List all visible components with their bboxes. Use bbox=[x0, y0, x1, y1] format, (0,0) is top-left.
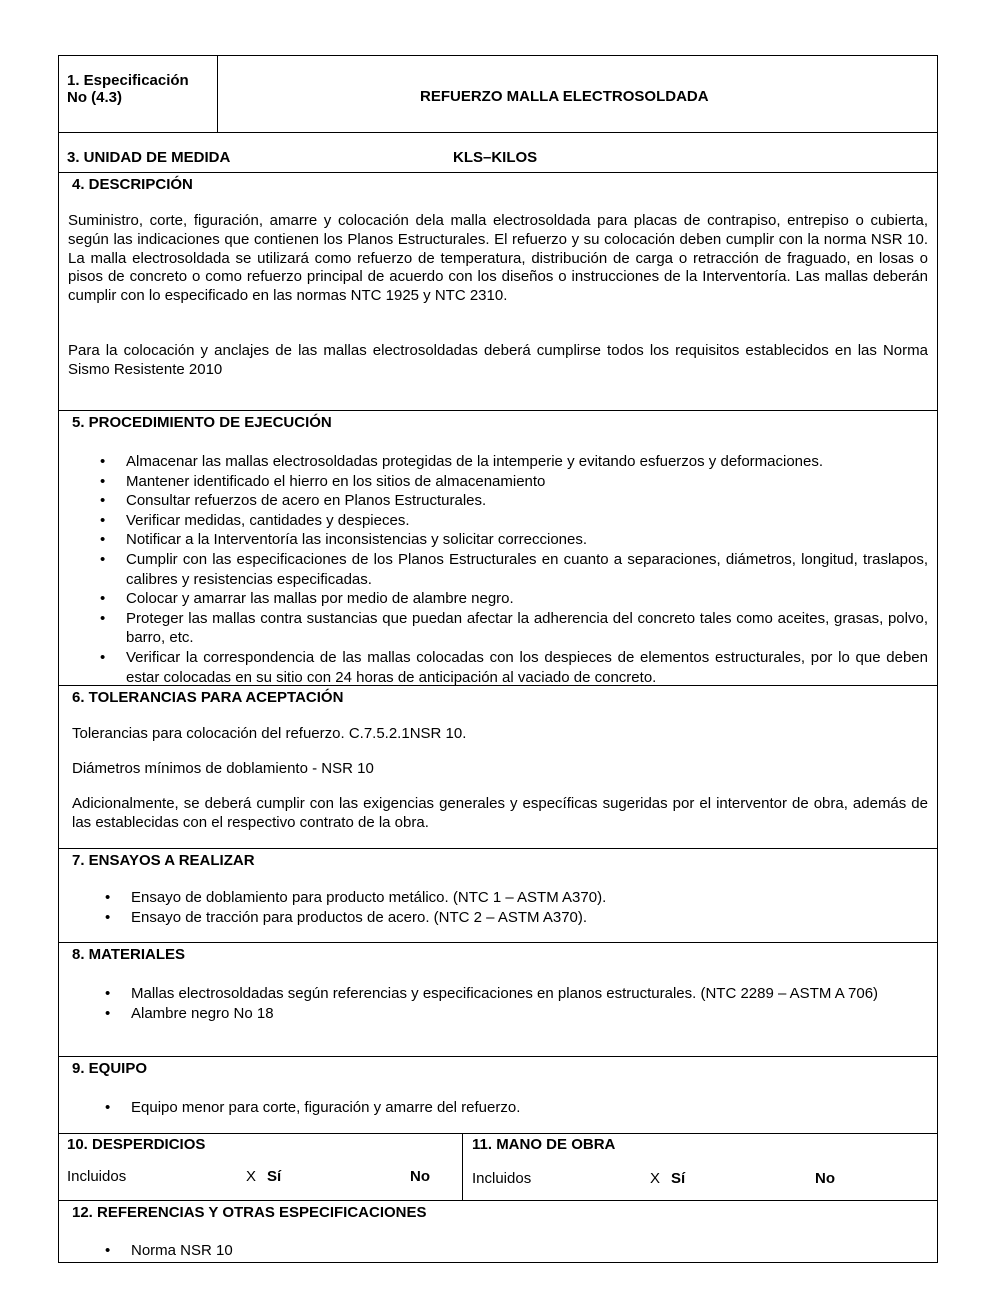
section-heading-tolerancias: 6. TOLERANCIAS PARA ACEPTACIÓN bbox=[72, 689, 344, 706]
spec-title: REFUERZO MALLA ELECTROSOLDADA bbox=[420, 88, 709, 105]
list-item: • Mantener identificado el hierro en los sitios de almacenamiento bbox=[126, 472, 928, 492]
tolerance-paragraph: Tolerancias para colocación del refuerzo. C.7.5.2.1NSR 10. bbox=[72, 725, 467, 742]
list-item: • Ensayo de tracción para productos de acero. (NTC 2 – ASTM A370). bbox=[131, 908, 928, 928]
section-heading-referencias: 12. REFERENCIAS Y OTRAS ESPECIFICACIONES bbox=[72, 1204, 427, 1221]
description-paragraph: Suministro, corte, figuración, amarre y colocación dela malla electrosoldada para placas de contrapiso, entrepiso o cubierta, según las indicaciones que contienen los Planos Estructurales. El refuerzo y su colocación deben cumplir con la norma NSR 10. La malla electrosoldada se utilizará como refuerzo de temperatura, distribución de carga o retracción de fraguado, en losas o pisos de concreto o como refuerzo principal de acuerdo con los diseños o instrucciones de la Interventoría. Las mallas deberán cumplir con lo especificado en las normas NTC 1925 y NTC 2310. bbox=[68, 212, 928, 305]
section-heading-materiales: 8. MATERIALES bbox=[72, 946, 186, 963]
header-divider bbox=[217, 55, 218, 133]
list-item: • Norma NSR 10 bbox=[131, 1241, 928, 1261]
rule bbox=[58, 848, 938, 849]
section-heading-mano-de-obra: 11. MANO DE OBRA bbox=[472, 1136, 616, 1153]
rule bbox=[58, 1200, 938, 1201]
labor-yes-option: Sí bbox=[671, 1170, 686, 1187]
list-item: • Verificar la correspondencia de las mallas colocadas con los despieces de elementos estructurales, por lo que deben estar colocadas en su sitio con 24 horas de anticipación al vaciado de concreto. bbox=[126, 648, 928, 687]
list-item: • Ensayo de doblamiento para producto metálico. (NTC 1 – ASTM A370). bbox=[131, 888, 928, 908]
list-item: • Alambre negro No 18 bbox=[131, 1004, 928, 1024]
list-item: • Proteger las mallas contra sustancias que puedan afectar la adherencia del concreto tales como aceites, grasas, polvo, barro, etc. bbox=[126, 609, 928, 648]
waste-yes-option: Sí bbox=[267, 1168, 282, 1185]
rule bbox=[58, 1056, 938, 1057]
split-divider bbox=[462, 1133, 463, 1200]
list-item: • Mallas electrosoldadas según referencias y especificaciones en planos estructurales. (NTC 2289 – ASTM A 706) bbox=[131, 984, 928, 1004]
rule bbox=[58, 172, 938, 173]
tolerance-paragraph: Adicionalmente, se deberá cumplir con las exigencias generales y específicas sugeridas por el interventor de obra, además de las establecidas con el respectivo contrato de la obra. bbox=[72, 795, 928, 831]
equipment-list bbox=[131, 1098, 928, 1118]
section-heading-equipo: 9. EQUIPO bbox=[72, 1060, 148, 1077]
section-heading-ensayos: 7. ENSAYOS A REALIZAR bbox=[72, 852, 255, 869]
list-item: • Almacenar las mallas electrosoldadas protegidas de la intemperie y evitando esfuerzos y deformaciones. bbox=[126, 452, 928, 472]
list-item: • Consultar refuerzos de acero en Planos Estructurales. bbox=[126, 491, 928, 511]
rule bbox=[58, 942, 938, 943]
spec-number-value: No (4.3) bbox=[67, 89, 123, 106]
section-heading-desperdicios: 10. DESPERDICIOS bbox=[67, 1136, 206, 1153]
waste-no-option: No bbox=[410, 1168, 430, 1185]
labor-included-label: Incluidos bbox=[472, 1170, 532, 1187]
references-list bbox=[131, 1241, 928, 1261]
description-paragraph: Para la colocación y anclajes de las mallas electrosoldadas deberá cumplirse todos los requisitos establecidos en las Norma Sismo Resistente 2010 bbox=[68, 342, 928, 378]
waste-check-mark: X bbox=[246, 1168, 257, 1185]
list-item: • Colocar y amarrar las mallas por medio de alambre negro. bbox=[126, 589, 928, 609]
materials-list bbox=[131, 984, 928, 1023]
list-item: • Notificar a la Interventoría las inconsistencias y solicitar correcciones. bbox=[126, 530, 928, 550]
rule bbox=[58, 410, 938, 411]
section-heading-procedimiento: 5. PROCEDIMIENTO DE EJECUCIÓN bbox=[72, 414, 332, 431]
spec-number-label: 1. Especificación bbox=[67, 72, 189, 89]
rule bbox=[58, 132, 938, 133]
procedure-list bbox=[126, 452, 928, 687]
unit-value: KLS–KILOS bbox=[453, 149, 538, 166]
section-heading-descripcion: 4. DESCRIPCIÓN bbox=[72, 176, 193, 193]
labor-check-mark: X bbox=[650, 1170, 661, 1187]
tests-list bbox=[131, 888, 928, 927]
tolerance-paragraph: Diámetros mínimos de doblamiento - NSR 10 bbox=[72, 760, 374, 777]
list-item: • Cumplir con las especificaciones de los Planos Estructurales en cuanto a separaciones, diámetros, longitud, traslapos, calibres y resistencias especificadas. bbox=[126, 550, 928, 589]
unit-label: 3. UNIDAD DE MEDIDA bbox=[67, 149, 231, 166]
list-item: • Equipo menor para corte, figuración y amarre del refuerzo. bbox=[131, 1098, 928, 1118]
rule bbox=[58, 1133, 938, 1134]
waste-included-label: Incluidos bbox=[67, 1168, 127, 1185]
list-item: • Verificar medidas, cantidades y despieces. bbox=[126, 511, 928, 531]
labor-no-option: No bbox=[815, 1170, 835, 1187]
